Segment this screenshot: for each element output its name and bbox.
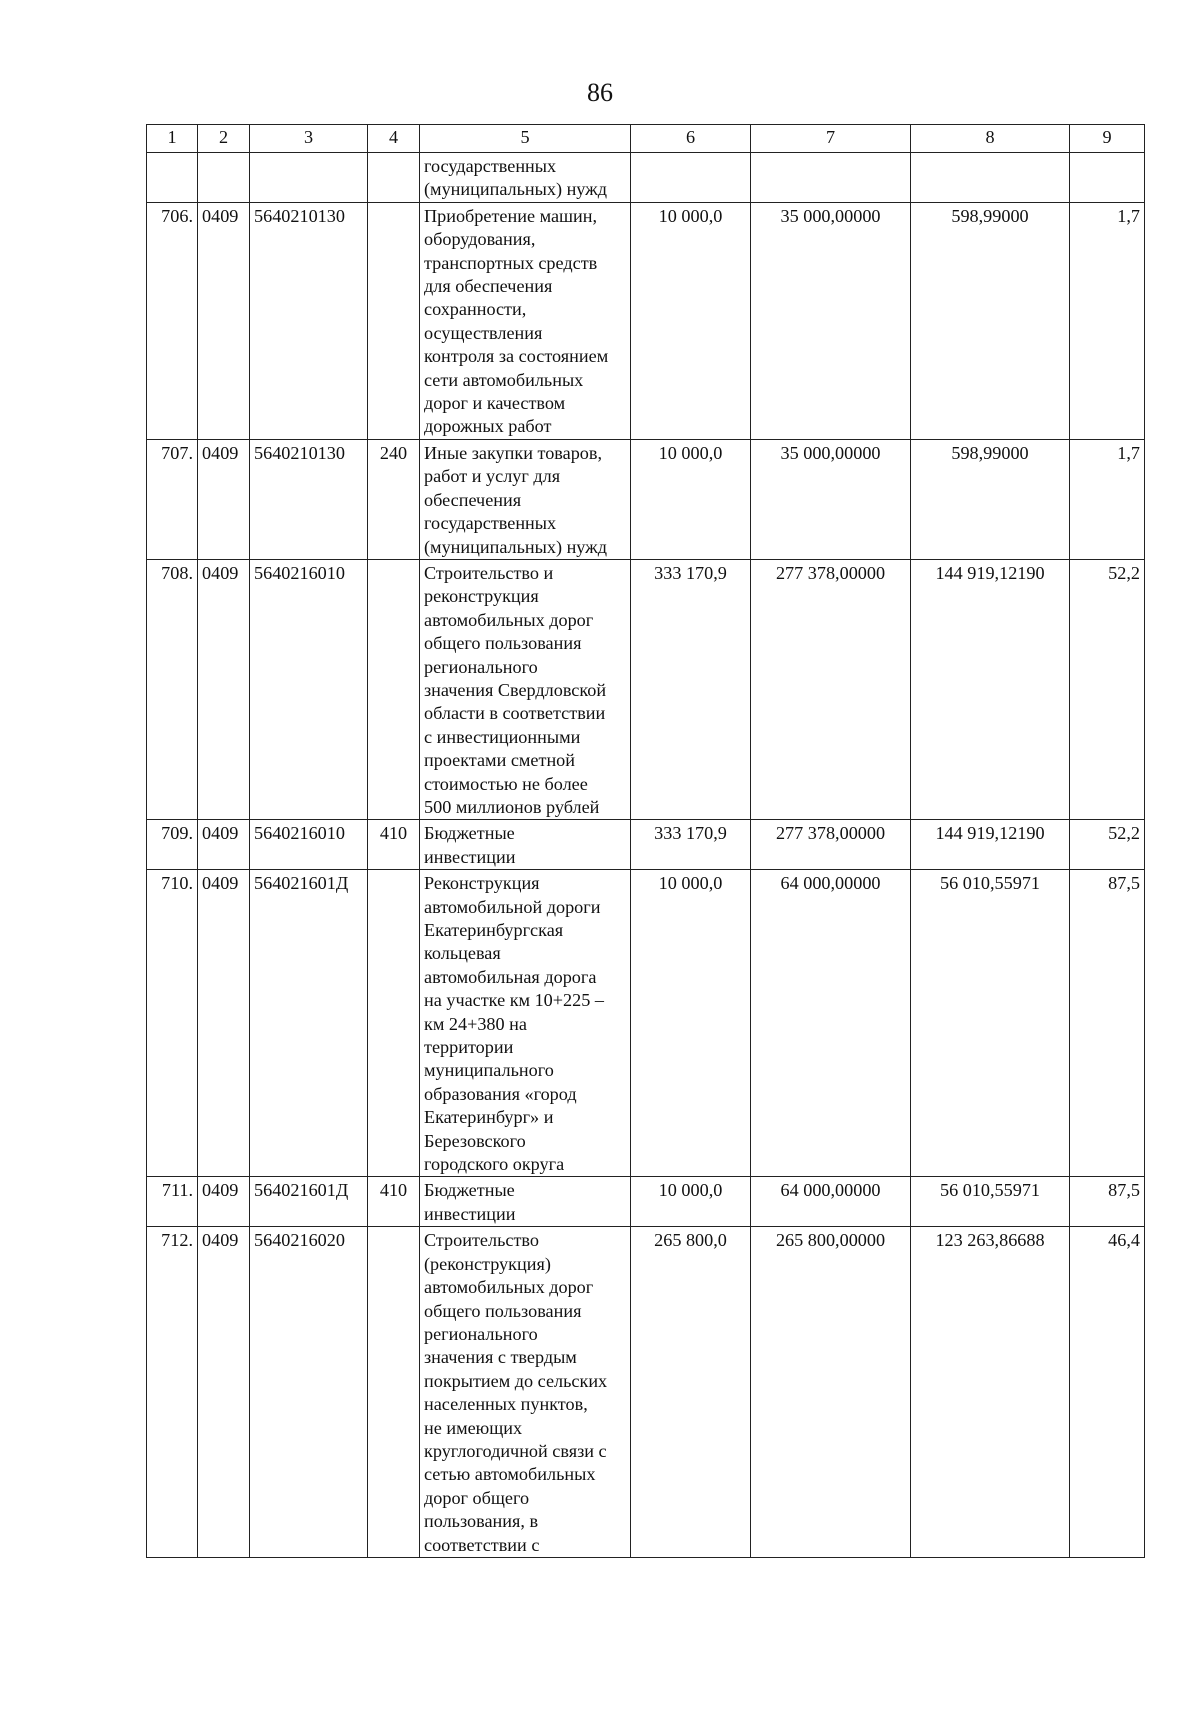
- column-header-7: 7: [751, 125, 911, 153]
- executed-amount-cell: 56 010,55971: [911, 870, 1070, 1177]
- approved-amount-cell: [751, 153, 911, 203]
- planned-amount-cell: 265 800,0: [631, 1227, 751, 1558]
- target-article-cell: 564021601Д: [250, 1177, 368, 1227]
- section-code-cell: 0409: [198, 202, 250, 439]
- target-article-cell: 5640210130: [250, 439, 368, 559]
- column-header-5: 5: [420, 125, 631, 153]
- row-number-cell: 706.: [147, 202, 198, 439]
- section-code-cell: 0409: [198, 820, 250, 870]
- item-name-cell: Иные закупки товаров, работ и услуг для обеспечения государственных (муниципальных) нужд: [420, 439, 631, 559]
- planned-amount-cell: [631, 153, 751, 203]
- column-header-8: 8: [911, 125, 1070, 153]
- target-article-cell: 5640210130: [250, 202, 368, 439]
- executed-amount-cell: 144 919,12190: [911, 820, 1070, 870]
- table-row: [147, 1177, 1145, 1227]
- execution-percent-cell: [1070, 153, 1145, 203]
- expense-type-cell: 410: [368, 1177, 420, 1227]
- table-row: [147, 439, 1145, 559]
- table-row: [147, 820, 1145, 870]
- executed-amount-cell: 123 263,86688: [911, 1227, 1070, 1558]
- target-article-cell: [250, 153, 368, 203]
- page-number: 86: [587, 78, 613, 107]
- execution-percent-cell: 52,2: [1070, 559, 1145, 819]
- column-header-6: 6: [631, 125, 751, 153]
- row-number-cell: 707.: [147, 439, 198, 559]
- row-number-cell: [147, 153, 198, 203]
- item-name-cell: Бюджетные инвестиции: [420, 820, 631, 870]
- expense-type-cell: [368, 1227, 420, 1558]
- section-code-cell: [198, 153, 250, 203]
- section-code-cell: 0409: [198, 439, 250, 559]
- column-header-1: 1: [147, 125, 198, 153]
- execution-percent-cell: 52,2: [1070, 820, 1145, 870]
- table-row: [147, 870, 1145, 1177]
- section-code-cell: 0409: [198, 1177, 250, 1227]
- execution-percent-cell: 46,4: [1070, 1227, 1145, 1558]
- table-row: [147, 202, 1145, 439]
- planned-amount-cell: 333 170,9: [631, 559, 751, 819]
- execution-percent-cell: 1,7: [1070, 439, 1145, 559]
- expense-type-cell: 410: [368, 820, 420, 870]
- approved-amount-cell: 277 378,00000: [751, 559, 911, 819]
- column-number-row: [147, 125, 1145, 153]
- approved-amount-cell: 277 378,00000: [751, 820, 911, 870]
- approved-amount-cell: 265 800,00000: [751, 1227, 911, 1558]
- target-article-cell: 5640216010: [250, 820, 368, 870]
- column-header-2: 2: [198, 125, 250, 153]
- row-number-cell: 708.: [147, 559, 198, 819]
- item-name-cell: государственных (муниципальных) нужд: [420, 153, 631, 203]
- expense-type-cell: 240: [368, 439, 420, 559]
- approved-amount-cell: 35 000,00000: [751, 439, 911, 559]
- section-code-cell: 0409: [198, 1227, 250, 1558]
- expense-type-cell: [368, 559, 420, 819]
- item-name-cell: Строительство и реконструкция автомобильных дорог общего пользования регионального значения Свердловской области в соответствии с инвестиционными проектами сметной стоимостью не более 500 миллионов рублей: [420, 559, 631, 819]
- executed-amount-cell: 598,99000: [911, 202, 1070, 439]
- executed-amount-cell: 56 010,55971: [911, 1177, 1070, 1227]
- table-row: [147, 153, 1145, 203]
- execution-percent-cell: 1,7: [1070, 202, 1145, 439]
- approved-amount-cell: 64 000,00000: [751, 1177, 911, 1227]
- table-body: [147, 125, 1145, 1558]
- execution-percent-cell: 87,5: [1070, 1177, 1145, 1227]
- execution-percent-cell: 87,5: [1070, 870, 1145, 1177]
- planned-amount-cell: 10 000,0: [631, 1177, 751, 1227]
- row-number-cell: 710.: [147, 870, 198, 1177]
- table-row: [147, 559, 1145, 819]
- target-article-cell: 5640216020: [250, 1227, 368, 1558]
- planned-amount-cell: 10 000,0: [631, 870, 751, 1177]
- executed-amount-cell: 144 919,12190: [911, 559, 1070, 819]
- budget-table: [146, 124, 1145, 1558]
- item-name-cell: Бюджетные инвестиции: [420, 1177, 631, 1227]
- approved-amount-cell: 64 000,00000: [751, 870, 911, 1177]
- executed-amount-cell: [911, 153, 1070, 203]
- executed-amount-cell: 598,99000: [911, 439, 1070, 559]
- approved-amount-cell: 35 000,00000: [751, 202, 911, 439]
- row-number-cell: 711.: [147, 1177, 198, 1227]
- planned-amount-cell: 10 000,0: [631, 439, 751, 559]
- target-article-cell: 5640216010: [250, 559, 368, 819]
- column-header-9: 9: [1070, 125, 1145, 153]
- row-number-cell: 709.: [147, 820, 198, 870]
- table-row: [147, 1227, 1145, 1558]
- column-header-3: 3: [250, 125, 368, 153]
- expense-type-cell: [368, 870, 420, 1177]
- item-name-cell: Приобретение машин, оборудования, транспортных средств для обеспечения сохранности, осуществления контроля за состоянием сети автомобильных дорог и качеством дорожных работ: [420, 202, 631, 439]
- section-code-cell: 0409: [198, 870, 250, 1177]
- expense-type-cell: [368, 153, 420, 203]
- planned-amount-cell: 10 000,0: [631, 202, 751, 439]
- column-header-4: 4: [368, 125, 420, 153]
- section-code-cell: 0409: [198, 559, 250, 819]
- target-article-cell: 564021601Д: [250, 870, 368, 1177]
- item-name-cell: Строительство (реконструкция) автомобильных дорог общего пользования регионального значения с твердым покрытием до сельских населенных пунктов, не имеющих круглогодичной связи с сетью автомобильных дорог общего пользования, в соответствии с: [420, 1227, 631, 1558]
- row-number-cell: 712.: [147, 1227, 198, 1558]
- item-name-cell: Реконструкция автомобильной дороги Екатеринбургская кольцевая автомобильная дорога на участке км 10+225 – км 24+380 на территории муниципального образования «город Екатеринбург» и Березовского городского округа: [420, 870, 631, 1177]
- planned-amount-cell: 333 170,9: [631, 820, 751, 870]
- expense-type-cell: [368, 202, 420, 439]
